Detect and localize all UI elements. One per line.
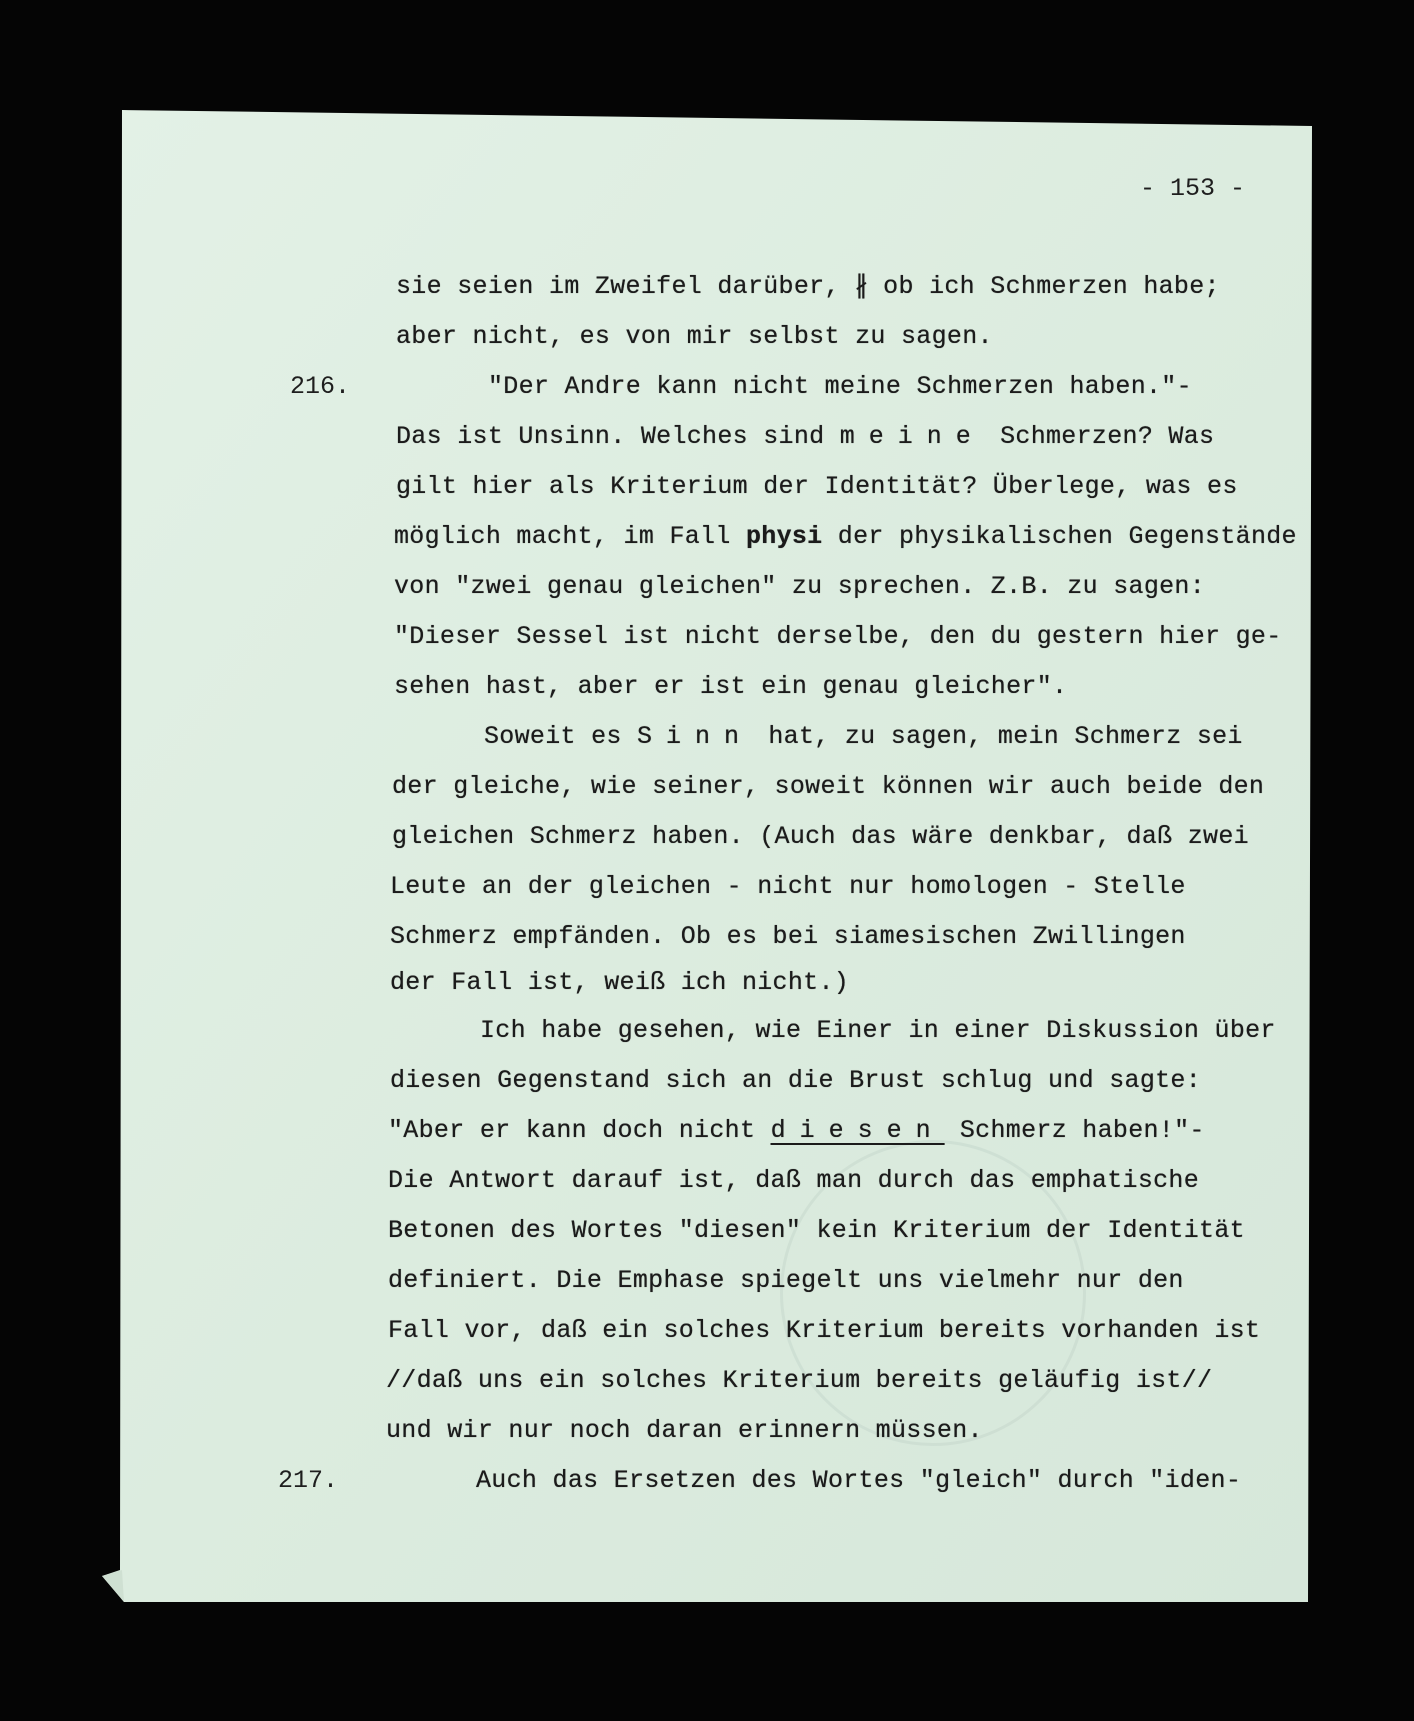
text-line: und wir nur noch daran erinnern müssen. [386,1416,983,1445]
text-segment: Soweit es [484,722,638,751]
text-line: Fall vor, daß ein solches Kriterium bereits vorhanden ist [388,1316,1261,1345]
text-line [388,1116,1205,1146]
text-line: aber nicht, es von mir selbst zu sagen. [396,322,993,351]
text-segment: Schmerzen? Was [984,422,1215,451]
text-line [484,722,1243,752]
text-line: definiert. Die Emphase spiegelt uns vielmehr nur den [388,1266,1184,1295]
text-line: Betonen des Wortes "diesen" kein Kriterium der Identität [388,1216,1245,1245]
text-line: der gleiche, wie seiner, soweit können wir auch beide den [392,772,1265,801]
text-line: gilt hier als Kriterium der Identität? Überlege, was es [396,472,1238,501]
page-number: - 153 - [1140,174,1246,203]
text-line: //daß uns ein solches Kriterium bereits geläufig ist// [386,1366,1213,1395]
text-line: Auch das Ersetzen des Wortes "gleich" durch "iden- [476,1466,1242,1495]
margin-number-216: 216. [290,372,351,401]
text-line: von "zwei genau gleichen" zu sprechen. Z.B. zu sagen: [394,572,1206,601]
spaced-emphasis: meine [839,422,985,451]
text-segment: "Aber er kann doch nicht [388,1116,771,1145]
margin-number-217: 217. [278,1466,339,1495]
text-line: Die Antwort darauf ist, daß man durch das emphatische [388,1166,1200,1195]
text-segment: hat, zu sagen, mein Schmerz sei [753,722,1243,751]
underlined-emphasis: diesen [770,1116,945,1145]
text-line [394,522,1297,552]
text-line [396,422,1214,452]
struck-word: physi [745,522,823,551]
text-line: Leute an der gleichen - nicht nur homologen - Stelle [390,872,1186,901]
text-line: sie seien im Zweifel darüber, ∦ ob ich Schmerzen habe; [396,272,1220,301]
text-line: "Der Andre kann nicht meine Schmerzen haben."- [488,372,1192,401]
spaced-emphasis: Sinn [637,722,754,751]
text-segment: möglich macht, im Fall [394,522,746,551]
text-line: Ich habe gesehen, wie Einer in einer Diskussion über [480,1016,1276,1045]
text-line: der Fall ist, weiß ich nicht.) [390,968,850,997]
text-segment: der physikalischen Gegenstände [822,522,1297,551]
text-line: diesen Gegenstand sich an die Brust schlug und sagte: [390,1066,1202,1095]
text-line: Schmerz empfänden. Ob es bei siamesischen Zwillingen [390,922,1186,951]
text-line: gleichen Schmerz haben. (Auch das wäre denkbar, daß zwei [392,822,1249,851]
text-line: sehen hast, aber er ist ein genau gleicher". [394,672,1068,701]
text-line: "Dieser Sessel ist nicht derselbe, den du gestern hier ge- [394,622,1282,651]
text-segment: Schmerz haben!"- [944,1116,1205,1145]
text-segment: Das ist Unsinn. Welches sind [396,422,840,451]
